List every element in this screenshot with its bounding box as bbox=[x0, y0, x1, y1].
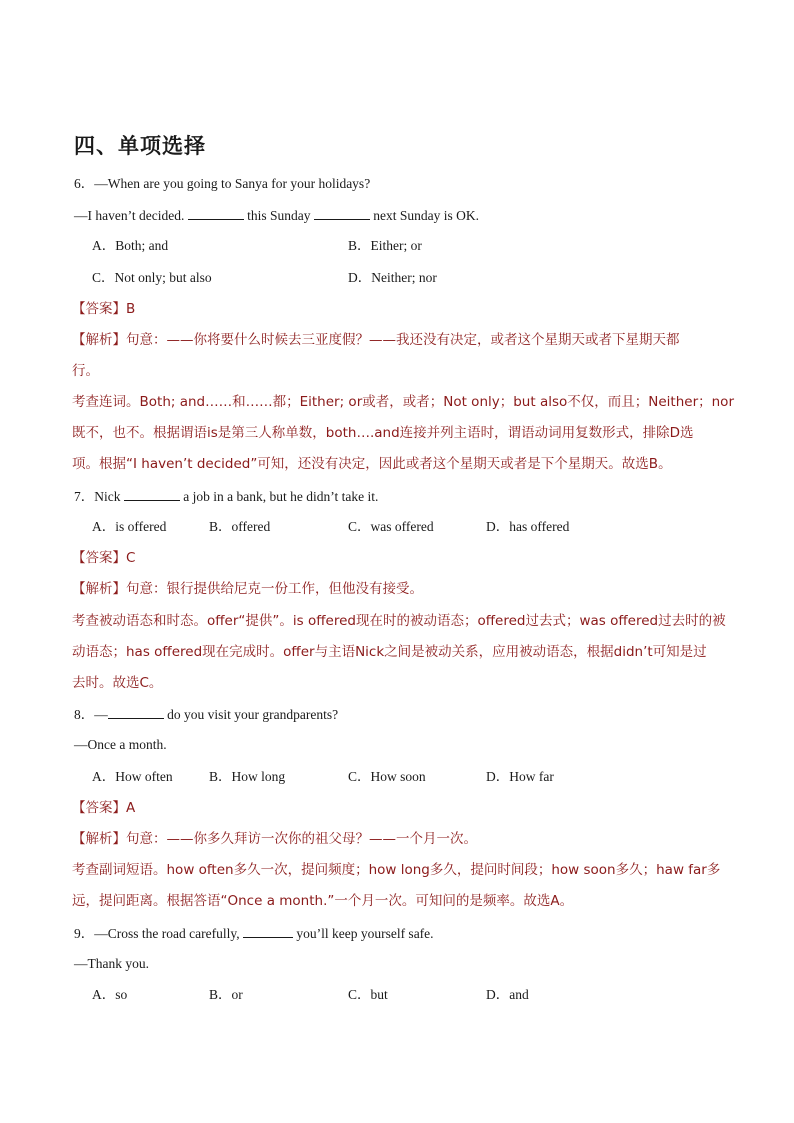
q6-analysis-line-2: 行。 bbox=[72, 363, 99, 379]
q9-prompt bbox=[74, 924, 434, 943]
q7-prompt bbox=[74, 487, 378, 506]
q7-blank bbox=[124, 487, 180, 501]
q7-option-d: D．has offered bbox=[486, 519, 570, 534]
q9-option-b: B．or bbox=[209, 987, 243, 1002]
q8-blank bbox=[108, 705, 164, 719]
q7-prompt-part-b: a job in a bank, but he didn’t take it. bbox=[179, 489, 379, 504]
q6-analysis-line-4: 既不，也不。根据谓语is是第三人称单数，both….and连接并列主语时，谓语动词用复数形式，排除D选 bbox=[72, 425, 694, 441]
q6-blank-2 bbox=[314, 206, 370, 220]
q6-option-b: B．Either; or bbox=[348, 238, 422, 253]
q7-answer bbox=[72, 549, 135, 567]
q6-answer-value: B bbox=[126, 301, 136, 317]
q7-option-b: B．offered bbox=[209, 519, 271, 534]
q8-analysis-line-1 bbox=[72, 830, 477, 848]
q8-option-d: D．How far bbox=[486, 769, 554, 784]
q8-answer-tag: 【答案】 bbox=[72, 800, 126, 816]
q6-prompt: 6．—When are you going to Sanya for your holidays? bbox=[74, 176, 371, 191]
q6-option-d: D．Neither; nor bbox=[348, 270, 437, 285]
q6-analysis-tag: 【解析】 bbox=[72, 332, 126, 348]
q6-analysis-line-5: 项。根据“I haven’t decided”可知，还没有决定，因此或者这个星期天或者是下个星期天。故选B。 bbox=[72, 456, 672, 472]
q6-blank-1 bbox=[188, 206, 244, 220]
q7-prompt-part-a: 7．Nick bbox=[74, 489, 124, 504]
q7-analysis-text-1: 句意：银行提供给尼克一份工作，但他没有接受。 bbox=[126, 581, 423, 597]
q6-line2-part-a: —I haven’t decided. bbox=[74, 208, 188, 223]
q6-line2-part-b: this Sunday bbox=[243, 208, 314, 223]
q8-analysis-line-3: 远，提问距离。根据答语“Once a month.”一个月一次。可知问的是频率。故选A。 bbox=[72, 893, 574, 909]
q6-analysis-line-3: 考查连词。Both; and……和……都；Either; or或者，或者；Not only；but also不仅，而且；Neither；nor bbox=[72, 394, 734, 410]
q8-prompt bbox=[74, 705, 338, 724]
q8-prompt-part-a: 8．— bbox=[74, 707, 108, 722]
q8-analysis-text-1: 句意：——你多久拜访一次你的祖父母？——一个月一次。 bbox=[126, 831, 477, 847]
q8-answer-value: A bbox=[126, 800, 136, 816]
q7-answer-tag: 【答案】 bbox=[72, 550, 126, 566]
q7-analysis-line-2: 考查被动语态和时态。offer“提供”。is offered现在时的被动语态；offered过去式；was offered过去时的被 bbox=[72, 613, 726, 629]
q7-analysis-tag: 【解析】 bbox=[72, 581, 126, 597]
q8-option-a: A．How often bbox=[92, 769, 173, 784]
q7-option-c: C．was offered bbox=[348, 519, 434, 534]
section-title: 四、单项选择 bbox=[74, 134, 206, 158]
q9-option-a: A．so bbox=[92, 987, 128, 1002]
q8-answer bbox=[72, 799, 135, 817]
q6-answer-tag: 【答案】 bbox=[72, 301, 126, 317]
q8-line2: —Once a month. bbox=[74, 737, 167, 752]
q7-analysis-line-4: 去时。故选C。 bbox=[72, 675, 163, 691]
q9-option-c: C．but bbox=[348, 987, 388, 1002]
q6-analysis-text-1: 句意：——你将要什么时候去三亚度假？——我还没有决定，或者这个星期天或者下星期天都 bbox=[126, 332, 680, 348]
q7-analysis-line-3: 动语态；has offered现在完成时。offer与主语Nick之间是被动关系，应用被动语态，根据didn’t可知是过 bbox=[72, 644, 707, 660]
q6-line2 bbox=[74, 206, 479, 225]
q8-option-c: C．How soon bbox=[348, 769, 426, 784]
q6-option-a: A．Both; and bbox=[92, 238, 169, 253]
q6-line2-part-c: next Sunday is OK. bbox=[369, 208, 479, 223]
q6-answer bbox=[72, 300, 135, 318]
q9-prompt-part-b: you’ll keep yourself safe. bbox=[292, 926, 434, 941]
q8-analysis-line-2: 考查副词短语。how often多久一次，提问频度；how long多久，提问时间段；how soon多久；haw far多 bbox=[72, 862, 721, 878]
q7-option-a: A．is offered bbox=[92, 519, 167, 534]
q9-prompt-part-a: 9．—Cross the road carefully, bbox=[74, 926, 243, 941]
q8-analysis-tag: 【解析】 bbox=[72, 831, 126, 847]
q9-option-d: D．and bbox=[486, 987, 529, 1002]
q6-option-c: C．Not only; but also bbox=[92, 270, 212, 285]
q9-line2: —Thank you. bbox=[74, 956, 149, 971]
q9-blank bbox=[243, 924, 293, 938]
q8-option-b: B．How long bbox=[209, 769, 286, 784]
q7-analysis-line-1 bbox=[72, 580, 423, 598]
q7-answer-value: C bbox=[126, 550, 136, 566]
q6-analysis-line-1 bbox=[72, 331, 680, 349]
q8-prompt-part-b: do you visit your grandparents? bbox=[163, 707, 339, 722]
